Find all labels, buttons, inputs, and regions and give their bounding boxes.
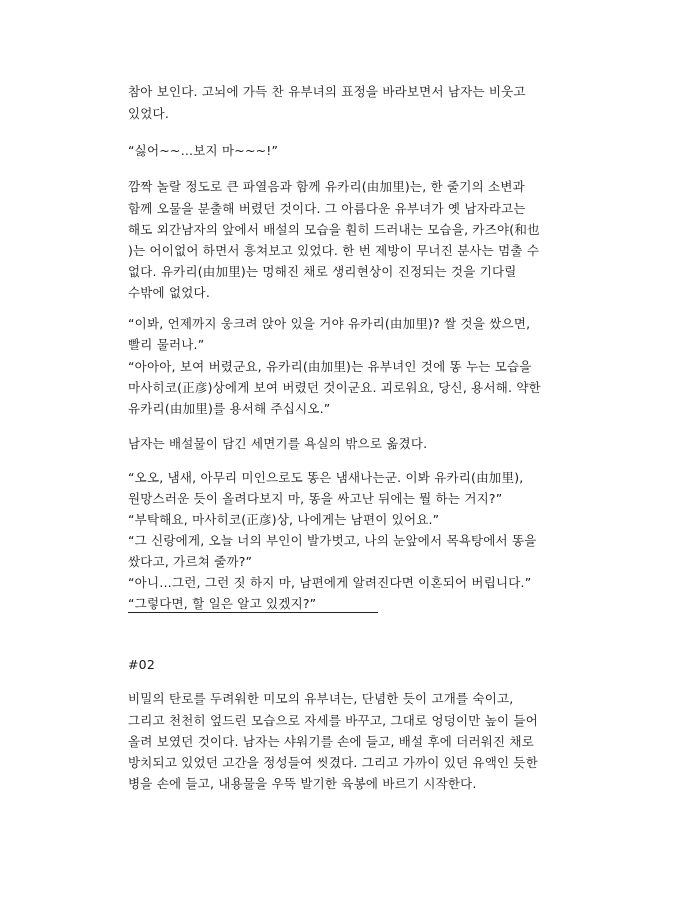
dialogue-line: “부탁해요, 마사히코(正彦)상, 나에게는 남편이 있어요.”	[128, 512, 440, 527]
dialogue-line: 마사히코(正彦)상에게 보여 버렸던 것이군요. 괴로워요, 당신, 용서해. 약한	[128, 380, 541, 395]
text-line: 수밖에 없었다.	[128, 285, 210, 300]
dialogue-line: “그 신랑에게, 오늘 너의 부인이 발가벗고, 나의 눈앞에서 목욕탕에서 똥을	[128, 533, 537, 548]
text-line: 없다. 유카리(由加里)는 멍해진 채로 생리현상이 진정되는 것을 기다릴	[128, 264, 517, 279]
text-line: 병을 손에 들고, 내용물을 우뚝 발기한 육봉에 바르기 시작한다.	[128, 776, 477, 791]
text-line: 함께 오물을 분출해 버렸던 것이다. 그 아름다운 유부녀가 옛 남자라고는	[128, 201, 526, 216]
dialogue-line: 빨리 물러나.”	[128, 337, 205, 352]
section-heading: #02	[128, 657, 155, 672]
text-line: 참아 보인다. 고뇌에 가득 찬 유부녀의 표정을 바라보면서 남자는 비웃고	[128, 84, 526, 99]
dialogue-line: “아아아, 보여 버렸군요, 유카리(由加里)는 유부녀인 것에 똥 누는 모습을	[128, 359, 532, 374]
text-line: )는 어이없어 하면서 흥쳐보고 있었다. 한 번 제방이 무너진 분사는 멈출 수	[128, 243, 540, 258]
dialogue-line: “이봐, 언제까지 웅크려 앉아 있을 거야 유카리(由加里)? 쌀 것을 쌌으면,	[128, 316, 531, 331]
text-line: 방치되고 있었던 고간을 정성들여 씻겼다. 그리고 가까이 있던 유액인 듯한	[128, 755, 538, 770]
dialogue-line: “싫어~~…보지 마~~~!”	[128, 143, 279, 158]
text-line: 있었다.	[128, 106, 169, 121]
text-line: 그리고 천천히 엎드린 모습으로 자세를 바꾸고, 그대로 엉덩이만 높이 들어	[128, 713, 538, 728]
text-line: 해도 외간남자의 앞에서 배설의 모습을 훤히 드러내는 모습을, 카즈야(和也	[128, 222, 540, 237]
text-line: 올려 보였던 것이다. 남자는 샤워기를 손에 들고, 배설 후에 더러워진 채로	[128, 734, 535, 749]
dialogue-line: 쌌다고, 가르쳐 줄까?”	[128, 554, 253, 569]
dialogue-line: “오오, 냄새, 아무리 미인으로도 똥은 냄새나는군. 이봐 유카리(由加里),	[128, 470, 524, 485]
dialogue-line: 원망스러운 듯이 올려다보지 마, 똥을 싸고난 뒤에는 뭘 하는 거지?”	[128, 491, 503, 506]
text-line: 깜짝 놀랄 정도로 큰 파열음과 함께 유카리(由加里)는, 한 줄기의 소변과	[128, 179, 525, 194]
dialogue-line: “그렇다면, 할 일은 알고 있겠지?”	[128, 596, 317, 611]
text-line: 비밀의 탄로를 두려워한 미모의 유부녀는, 단념한 듯이 고개를 숙이고,	[128, 691, 514, 706]
text-line: 남자는 배설물이 담긴 세면기를 욕실의 밖으로 옮겼다.	[128, 436, 428, 451]
dialogue-line: “아니…그런, 그런 짓 하지 마, 남편에게 알려진다면 이혼되어 버립니다.”	[128, 575, 532, 590]
section-divider	[128, 612, 378, 613]
dialogue-line: 유카리(由加里)를 용서해 주십시오.”	[128, 401, 331, 416]
